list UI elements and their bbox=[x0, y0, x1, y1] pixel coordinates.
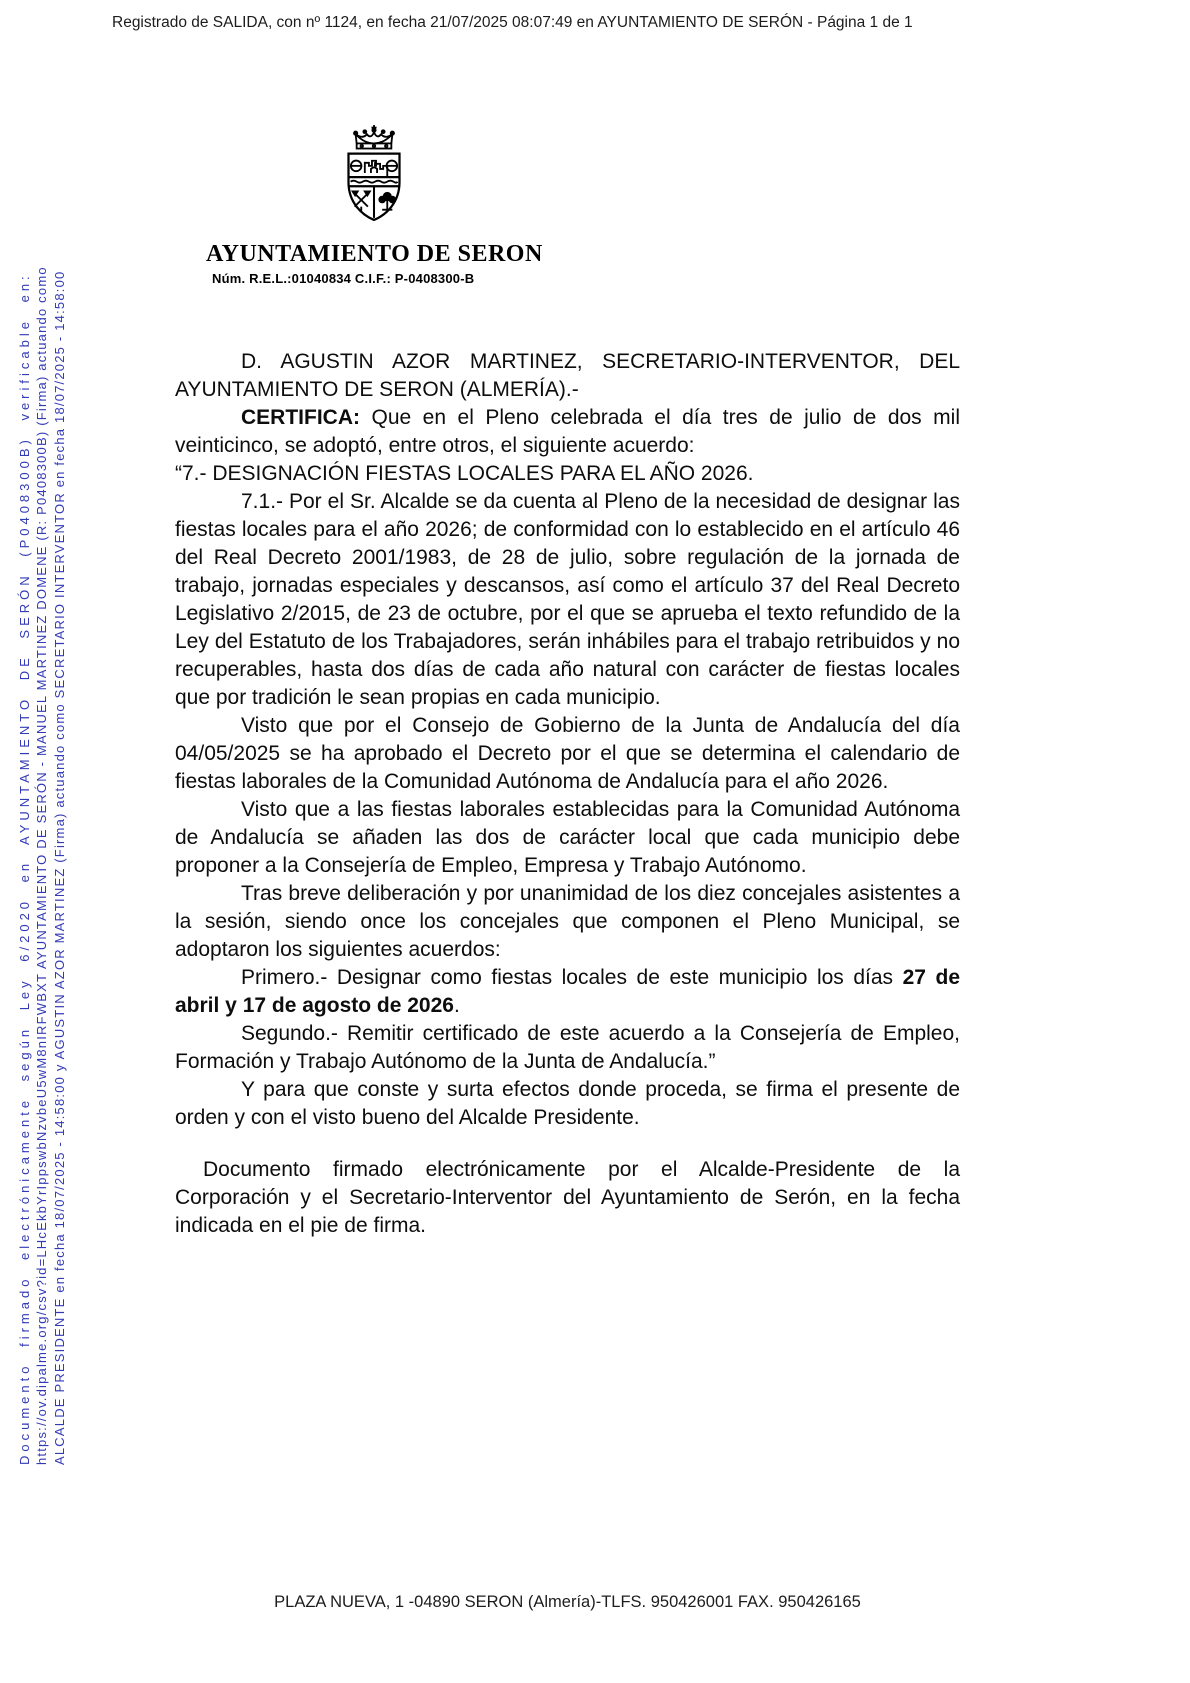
body-paragraph bbox=[175, 712, 960, 796]
text-segment: Tras breve deliberación y por unanimidad de los diez concejales asistentes a la sesión, siendo once los concejales que componen el Pleno Municipal, se adoptaron los siguientes acuerdos: bbox=[175, 882, 960, 961]
organization-name: AYUNTAMIENTO DE SERON bbox=[206, 241, 543, 267]
text-segment: “7.- DESIGNACIÓN FIESTAS LOCALES PARA EL AÑO 2026. bbox=[175, 462, 754, 485]
text-segment: Documento firmado electrónicamente por el Alcalde-Presidente de la Corporación y el Secretario-Interventor del Ayuntamiento de Serón, en la fecha indicada en el pie de firma. bbox=[175, 1158, 960, 1237]
body-paragraph bbox=[175, 404, 960, 460]
text-segment: D. AGUSTIN AZOR MARTINEZ, SECRETARIO-INTERVENTOR, DEL AYUNTAMIENTO DE SERON (ALMERÍA).- bbox=[175, 350, 960, 401]
text-segment: 7.1.- Por el Sr. Alcalde se da cuenta al Pleno de la necesidad de designar las fiestas locales para el año 2026; de conformidad con lo establecido en el artículo 46 del Real Decreto 2001/1983, de 28 de julio, sobre regulación de la jornada de trabajo, jornadas especiales y descansos, así como el artículo 37 del Real Decreto Legislativo 2/2015, de 23 de octubre, por el que se aprueba el texto refundido de la Ley del Estatuto de los Trabajadores, serán inhábiles para el trabajo retribuidos y no recuperables, hasta dos días de cada año natural con carácter de fiestas locales que por tradición le sean propias en cada municipio. bbox=[175, 490, 960, 709]
body-paragraph bbox=[175, 488, 960, 712]
body-paragraph bbox=[175, 796, 960, 880]
footer-address: PLAZA NUEVA, 1 -04890 SERON (Almería)-TLFS. 950426001 FAX. 950426165 bbox=[274, 1593, 861, 1611]
text-segment: Primero.- Designar como fiestas locales de este municipio los días bbox=[241, 966, 903, 989]
body-paragraph bbox=[175, 1020, 960, 1076]
registration-header: Registrado de SALIDA, con nº 1124, en fecha 21/07/2025 08:07:49 en AYUNTAMIENTO DE SERÓN - Página 1 de 1 bbox=[112, 14, 913, 31]
sidebar-line: Documento firmado electrónicamente según Ley 6/2020 en AYUNTAMIENTO DE SERÓN (P0408300B) verificable en: bbox=[17, 272, 32, 1465]
sidebar-line: ALCALDE PRESIDENTE en fecha 18/07/2025 - 14:58:00 y AGUSTIN AZOR MARTINEZ (Firma) actuando como SECRETARIO INTERVENTOR en fecha 18/07/2025 - 14:58:00 bbox=[51, 270, 67, 1465]
body-paragraph bbox=[175, 1156, 960, 1240]
registry-id-line: Núm. R.E.L.:01040834 C.I.F.: P-0408300-B bbox=[212, 271, 475, 286]
text-segment: Y para que conste y surta efectos donde proceda, se firma el presente de orden y con el visto bueno del Alcalde Presidente. bbox=[175, 1078, 960, 1129]
sidebar-line: https://ov.dipalme.org/csv?id=LHcEkbYrIppswbNzvbeU5wM8nIRFWBXT AYUNTAMIENTO DE SERÓN - MANUEL MARTINEZ DOMENE (R: P0408300B) (Firma) actuando como bbox=[34, 266, 50, 1465]
body-paragraph bbox=[175, 1076, 960, 1132]
text-segment: Visto que a las fiestas laborales establecidas para la Comunidad Autónoma de Andalucía se añaden las dos de carácter local que cada municipio debe proponer a la Consejería de Empleo, Empresa y Trabajo Autónomo. bbox=[175, 798, 960, 877]
body-paragraph bbox=[175, 880, 960, 964]
body-paragraph bbox=[175, 460, 960, 488]
bold-text-segment: 27 de abril y 17 de agosto de 2026 bbox=[175, 966, 960, 1017]
signature-sidebar bbox=[16, 200, 68, 1465]
text-segment: Visto que por el Consejo de Gobierno de la Junta de Andalucía del día 04/05/2025 se ha aprobado el Decreto por el que se determina el calendario de fiestas laborales de la Comunidad Autónoma de Andalucía para el año 2026. bbox=[175, 714, 960, 793]
body-paragraph bbox=[175, 348, 960, 404]
text-segment: . bbox=[453, 994, 460, 1017]
text-segment: Que en el Pleno celebrada el día tres de julio de dos mil veinticinco, se adoptó, entre otros, el siguiente acuerdo: bbox=[175, 406, 960, 457]
text-segment: Segundo.- Remitir certificado de este acuerdo a la Consejería de Empleo, Formación y Trabajo Autónomo de la Junta de Andalucía.” bbox=[175, 1022, 960, 1073]
document-body bbox=[175, 348, 960, 1240]
bold-text-segment: CERTIFICA: bbox=[241, 406, 360, 429]
body-paragraph bbox=[175, 964, 960, 1020]
coat-of-arms-icon bbox=[340, 122, 408, 224]
